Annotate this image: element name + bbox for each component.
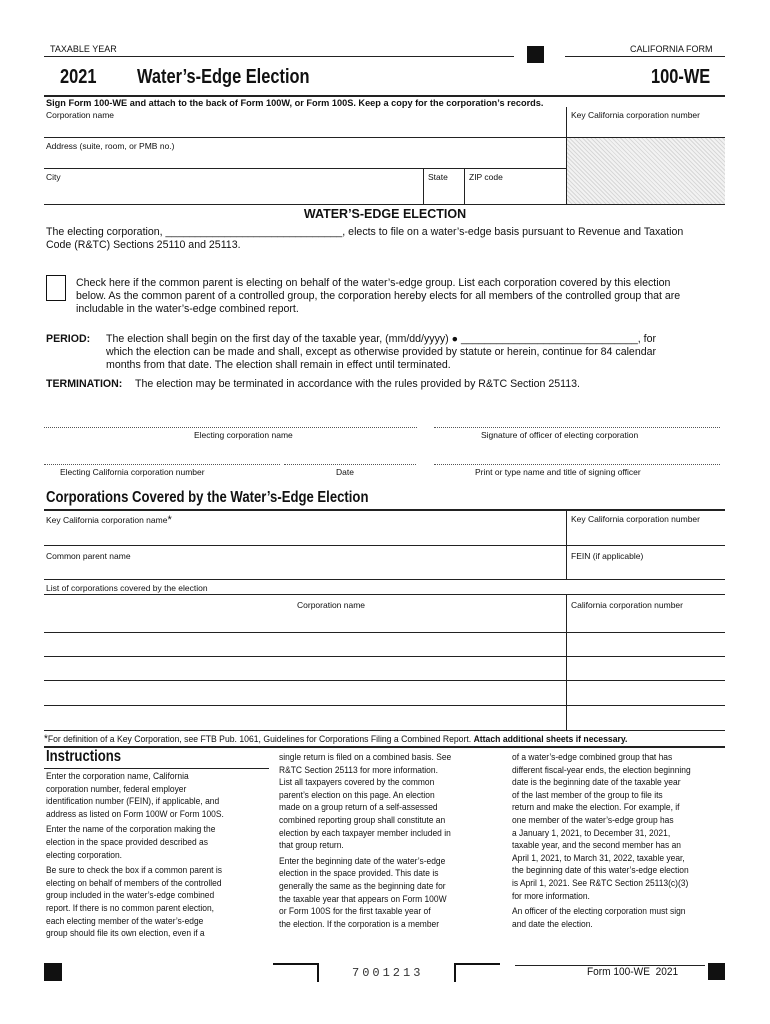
common-parent-checkbox[interactable] [46, 275, 66, 301]
list-corp-name-input[interactable] [46, 639, 561, 654]
instructions-col-2 [279, 752, 506, 931]
instr-line: for more information. [512, 890, 590, 902]
signature-line [434, 427, 720, 428]
key-corp-name-label [46, 514, 172, 526]
electing-ca-corp-number-input[interactable] [46, 450, 278, 463]
corporation-name-label: Corporation name [46, 110, 115, 120]
header-bottom-rule [44, 95, 725, 97]
instructions-col-1 [46, 771, 275, 941]
id-row2-rule [44, 168, 567, 169]
list-ca-corp-number-input[interactable] [571, 712, 721, 727]
fein-label: FEIN (if applicable) [571, 551, 644, 561]
barcode-number: 7001213 [352, 966, 424, 980]
electing-ca-corp-number-label: Electing California corporation number [60, 467, 205, 477]
election-paragraph-line-1: The electing corporation, ______________________________, elects to file on a water’s-edge basis pursuant to Revenue and Taxation [46, 226, 684, 238]
key-corp-asterisk: * [167, 514, 172, 526]
footnote-rule [44, 746, 725, 748]
instructions-heading-rule [44, 768, 269, 769]
col-corp-name-header: Corporation name [297, 600, 366, 610]
header-right-rule [565, 56, 725, 57]
state-input[interactable] [428, 185, 460, 199]
list-row-rule [44, 705, 725, 706]
instr-line: is April 1, 2021. See R&TC Section 25113(c)(3) [512, 877, 689, 889]
instr-line: R&TC Section 25113 for more information. [279, 764, 438, 776]
instr-line: that group return. [279, 840, 344, 852]
instr-line: the election. If the corporation is a member [279, 918, 440, 930]
col-ca-corp-number-header: California corporation number [571, 600, 683, 610]
election-heading: WATER’S-EDGE ELECTION [303, 207, 467, 221]
header-left-rule [44, 56, 514, 57]
list-corp-name-input[interactable] [46, 663, 561, 678]
list-header-rule [44, 594, 725, 595]
electing-ca-corp-number-line [44, 464, 280, 465]
instructions-col-3 [512, 752, 728, 931]
instructions-heading: Instructions [46, 748, 122, 765]
signature-officer-label: Signature of officer of electing corporation [481, 430, 639, 440]
electing-corp-name-line [44, 427, 417, 428]
covered-row1-rule [44, 545, 725, 546]
instr-line: a January 1, 2021, to December 31, 2021, [512, 827, 671, 839]
checkbox-text-line-3: includable in the water’s-edge combined report. [76, 303, 299, 315]
instr-line: election in the space provided described as [46, 836, 208, 848]
list-ca-corp-number-input[interactable] [571, 615, 721, 630]
period-label: PERIOD: [46, 333, 91, 345]
date-line [284, 464, 416, 465]
instr-line: single return is filed on a combined basis. See [279, 752, 452, 763]
instr-line: election by each taxpayer member included in [279, 827, 451, 839]
key-corp-name-input[interactable] [46, 527, 556, 541]
instr-line: group included in the water’s-edge combined [46, 890, 215, 902]
checkbox-text-line-1: Check here if the common parent is electing on behalf of the water’s-edge group. List each corporation covered by this election [76, 277, 671, 289]
instr-line: generally the same as the beginning date for [279, 880, 446, 892]
list-ca-corp-number-input[interactable] [571, 639, 721, 654]
list-row-rule [44, 680, 725, 681]
electing-corp-name-label: Electing corporation name [194, 430, 293, 440]
date-input[interactable] [286, 450, 414, 463]
instr-line: address as listed on Form 100W or Form 100S. [46, 808, 224, 820]
instr-line: Enter the corporation name, California [46, 771, 189, 782]
footnote-bold: Attach additional sheets if necessary. [473, 734, 628, 745]
california-form-label: CALIFORNIA FORM [630, 44, 713, 54]
state-label: State [428, 172, 448, 182]
list-corp-name-input[interactable] [46, 712, 561, 727]
registration-mark-bottom-right [708, 963, 725, 980]
key-corp-name-text: Key California corporation name [46, 515, 168, 525]
registration-mark-bottom-left [44, 963, 62, 981]
instr-line: An officer of the electing corporation must sign [512, 906, 686, 918]
instr-line: different fiscal-year ends, the election beginning [512, 764, 691, 776]
period-text-line-3: months from that date. The election shall remain in effect until terminated. [106, 359, 451, 371]
scanline-bracket-left [273, 963, 319, 982]
instr-line: return and make the election. For example, if [512, 802, 680, 814]
election-paragraph-line-2: Code (R&TC) Sections 25110 and 25113. [46, 239, 241, 251]
list-corp-name-input[interactable] [46, 615, 561, 630]
period-text-line-1: The election shall begin on the first day of the taxable year, (mm/dd/yyyy) ● ______________________________, for [106, 333, 656, 345]
key-corp-footnote [44, 733, 627, 745]
instr-line: Be sure to check the box if a common parent is [46, 865, 222, 877]
election-begin-date-input[interactable] [492, 331, 672, 344]
corporation-name-input[interactable] [46, 121, 556, 137]
common-parent-label: Common parent name [46, 551, 131, 561]
taxable-year-label: TAXABLE YEAR [50, 44, 117, 54]
key-ca-corp-number-label: Key California corporation number [571, 110, 700, 120]
instr-line: the taxable year that appears on Form 100W [279, 893, 447, 905]
print-name-title-label: Print or type name and title of signing officer [475, 467, 641, 477]
city-state-divider [423, 168, 424, 204]
address-label: Address (suite, room, or PMB no.) [46, 141, 175, 151]
registration-mark-top [527, 46, 544, 63]
termination-label: TERMINATION: [46, 378, 123, 390]
address-input[interactable] [46, 153, 556, 167]
instr-line: or Form 100S for the first taxable year of [279, 906, 431, 918]
instr-line: identification number (FEIN), if applicable, and [46, 796, 220, 808]
key-corp-number-input[interactable] [571, 527, 721, 541]
instr-line: electing corporation. [46, 849, 123, 861]
instr-line: report. If there is no common parent election, [46, 902, 214, 914]
key-ca-corp-number-input[interactable] [571, 121, 721, 135]
electing-corp-name-input[interactable] [46, 413, 414, 426]
footer-form-label: Form 100-WE 2021 [587, 966, 679, 978]
instr-line: of a water’s-edge combined group that has [512, 752, 673, 763]
instr-line: each electing member of the water’s-edge [46, 915, 204, 927]
list-row-rule [44, 656, 725, 657]
instr-line: parent’s election on this page. An election [279, 789, 435, 801]
instr-line: of the last member of the group to file its [512, 789, 663, 801]
list-row-rule [44, 632, 725, 633]
id-section-bottom-rule [44, 204, 725, 205]
covered-top-rule [44, 509, 725, 511]
instr-line: taxable year, and the second member has an [512, 840, 681, 852]
instr-line: April 1, 2021, to March 31, 2022, taxable year, [512, 852, 685, 864]
form-number: 100-WE [651, 66, 711, 88]
instr-line: date is the beginning date of the taxable year [512, 777, 681, 789]
scanline-bracket-right [454, 963, 500, 982]
footnote-text: For definition of a Key Corporation, see FTB Pub. 1061, Guidelines for Corporations Filing a Combined Report. [47, 734, 472, 745]
instr-line: made on a group return of a self-assessed [279, 802, 438, 814]
key-corp-number-label: Key California corporation number [571, 514, 700, 524]
instr-line: Enter the beginning date of the water’s-edge [279, 855, 446, 867]
state-zip-divider [464, 168, 465, 204]
list-label: List of corporations covered by the election [46, 583, 208, 593]
termination-text: The election may be terminated in accordance with the rules provided by R&TC Section 25113. [135, 378, 580, 390]
instr-line: one member of the water’s-edge group has [512, 814, 674, 826]
checkbox-text-line-2: below. As the common parent of a controlled group, the corporation hereby elects for all members of the controlled group that are [76, 290, 681, 302]
list-ca-corp-number-input[interactable] [571, 663, 721, 678]
zip-input[interactable] [469, 185, 563, 199]
city-label: City [46, 172, 61, 182]
covered-heading: Corporations Covered by the Water’s-Edge Election [46, 489, 369, 506]
instr-line: group should file its own election, even if a [46, 928, 205, 940]
instr-line: and date the election. [512, 918, 593, 930]
fein-input[interactable] [571, 563, 721, 577]
period-text-line-2: which the election can be made and shall, except as otherwise provided by statute or herein, continue for 84 calendar [106, 346, 657, 358]
list-bottom-rule [44, 730, 725, 731]
city-input[interactable] [46, 185, 416, 199]
instr-line: combined reporting group shall constitute an [279, 814, 446, 826]
print-name-title-input[interactable] [436, 450, 718, 463]
date-label: Date [336, 467, 354, 477]
instr-line: corporation number, federal employer [46, 783, 187, 795]
footnote-asterisk: * [44, 733, 48, 745]
instr-line: election in the space provided. This date is [279, 868, 439, 880]
list-divider [566, 594, 567, 730]
instr-line: Enter the name of the corporation making the [46, 824, 216, 836]
list-corp-name-input[interactable] [46, 688, 561, 703]
covered-row2-rule [44, 579, 725, 580]
list-ca-corp-number-input[interactable] [571, 688, 721, 703]
form-title: Water’s-Edge Election [137, 66, 310, 88]
signature-input[interactable] [436, 413, 718, 426]
instr-line: electing on behalf of members of the controlled [46, 877, 222, 889]
print-name-line [434, 464, 720, 465]
id-row1-rule [44, 137, 725, 138]
zip-label: ZIP code [469, 172, 503, 182]
covered-divider-1 [566, 509, 567, 579]
sign-instruction: Sign Form 100-WE and attach to the back of Form 100W, or Form 100S. Keep a copy for the corporation’s records. [46, 98, 544, 108]
shaded-area [567, 137, 725, 204]
instr-line: the beginning date of this water’s-edge election [512, 865, 689, 877]
tax-year: 2021 [60, 66, 97, 88]
instr-line: List all taxpayers covered by the common [279, 777, 435, 789]
common-parent-input[interactable] [46, 563, 556, 577]
